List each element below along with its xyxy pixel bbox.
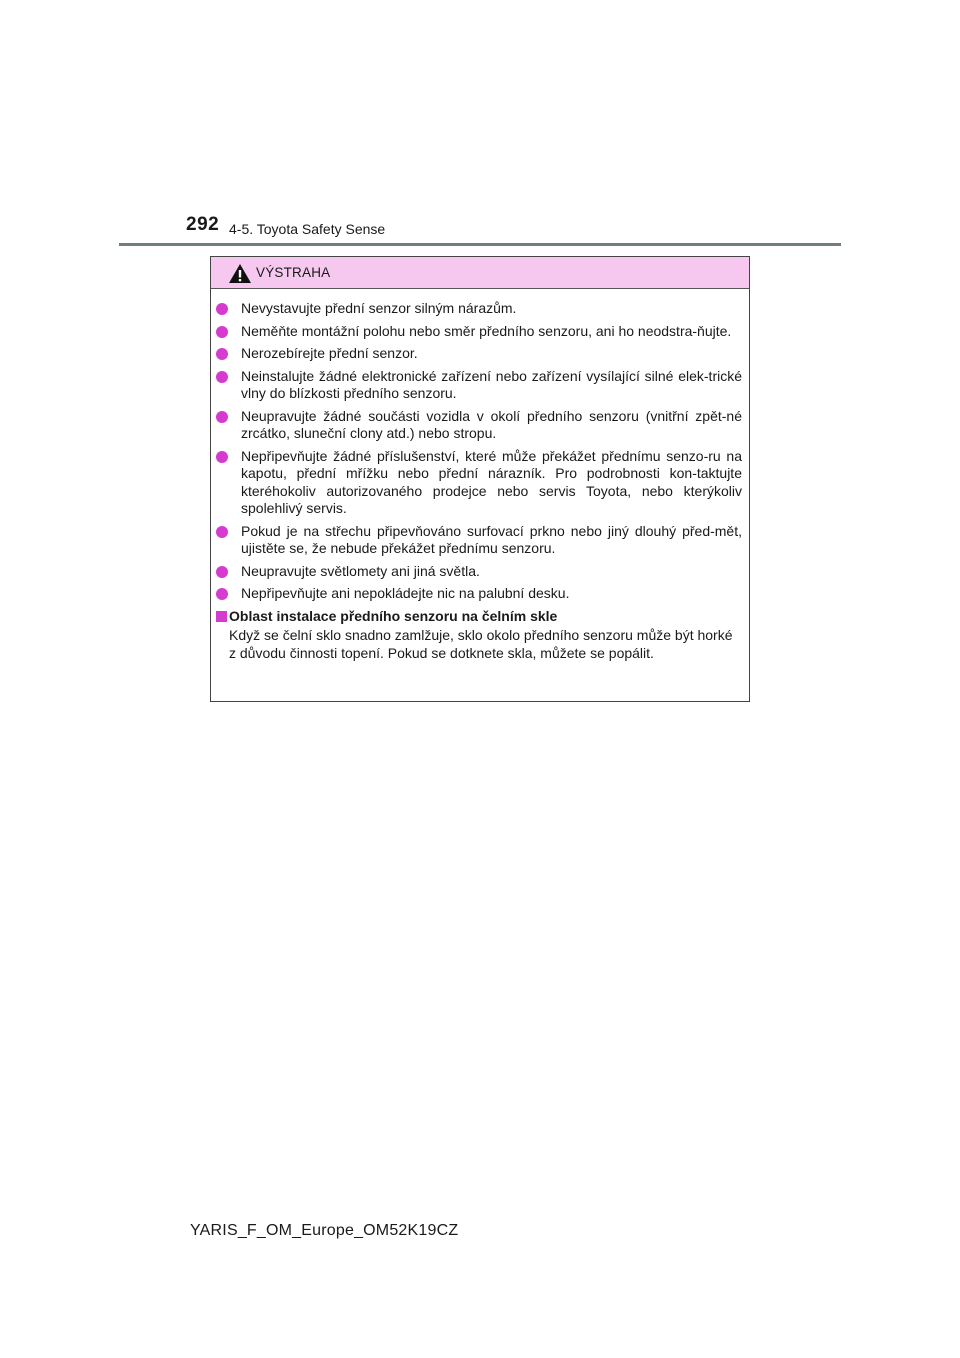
bullet-dot-icon [216,411,228,423]
bullet-text: Neměňte montážní polohu nebo směr předního senzoru, ani ho neodstra-ňujte. [241,322,732,339]
warning-label: VÝSTRAHA [256,265,331,280]
bullet-text: Neupravujte světlomety ani jiná světla. [241,562,480,579]
warning-bullet [216,448,742,518]
subsection [216,608,742,663]
bullet-dot-icon [216,526,228,538]
bullet-text: Neupravujte žádné součásti vozidla v okolí předního senzoru (vnitřní zpět-né zrcátko, sluneční clony atd.) nebo stropu. [241,407,742,441]
warning-bullet [216,345,742,363]
section-title: 4-5. Toyota Safety Sense [229,221,386,237]
warning-bullet [216,523,742,558]
bullet-text: Nerozebírejte přední senzor. [241,345,418,361]
page-number: 292 [186,214,220,235]
bullet-text: Nepřipevňujte žádné příslušenství, které může překážet přednímu senzo-ru na kapotu, přední mřížku nebo přední nárazník. Pro podrobnosti kon-taktujte kteréhokoliv autorizovaného prodejce nebo servis Toyota, nebo kterýkoliv spolehlivý servis. [241,447,742,516]
warning-box [210,256,750,702]
bullet-dot-icon [216,371,228,383]
warning-body [211,289,749,662]
warning-triangle-icon [228,263,252,284]
square-bullet-icon [216,611,227,622]
bullet-text: Neinstalujte žádné elektronické zařízení nebo zařízení vysílající silné elek-trické vlny do blízkosti předního senzoru. [241,367,742,401]
subsection-title: Oblast instalace předního senzoru na čelním skle [229,607,558,624]
bullet-dot-icon [216,566,228,578]
bullet-dot-icon [216,451,228,463]
bullet-dot-icon [216,326,228,338]
subsection-text: Když se čelní sklo snadno zamlžuje, sklo okolo předního senzoru může být horké z důvodu činnosti topení. Pokud se dotknete skla, můžete se popálit. [229,627,733,661]
header-divider [119,243,841,246]
warning-bullet [216,368,742,403]
footer-doc-code: YARIS_F_OM_Europe_OM52K19CZ [190,1222,459,1239]
bullet-text: Nevystavujte přední senzor silným nárazům. [241,300,517,316]
warning-bullet [216,408,742,443]
bullet-text: Pokud je na střechu připevňováno surfovací prkno nebo jiný dlouhý před-mět, ujistěte se, že nebude překážet přednímu senzoru. [241,522,742,556]
bullet-text: Nepřipevňujte ani nepokládejte nic na palubní desku. [241,585,570,601]
page-header [0,0,960,250]
warning-bullet [216,563,742,581]
bullet-dot-icon [216,588,228,600]
bullet-dot-icon [216,348,228,360]
warning-header [211,257,749,289]
warning-bullet [216,585,742,603]
warning-bullet [216,300,742,318]
bullet-dot-icon [216,303,228,315]
warning-bullet [216,323,742,341]
